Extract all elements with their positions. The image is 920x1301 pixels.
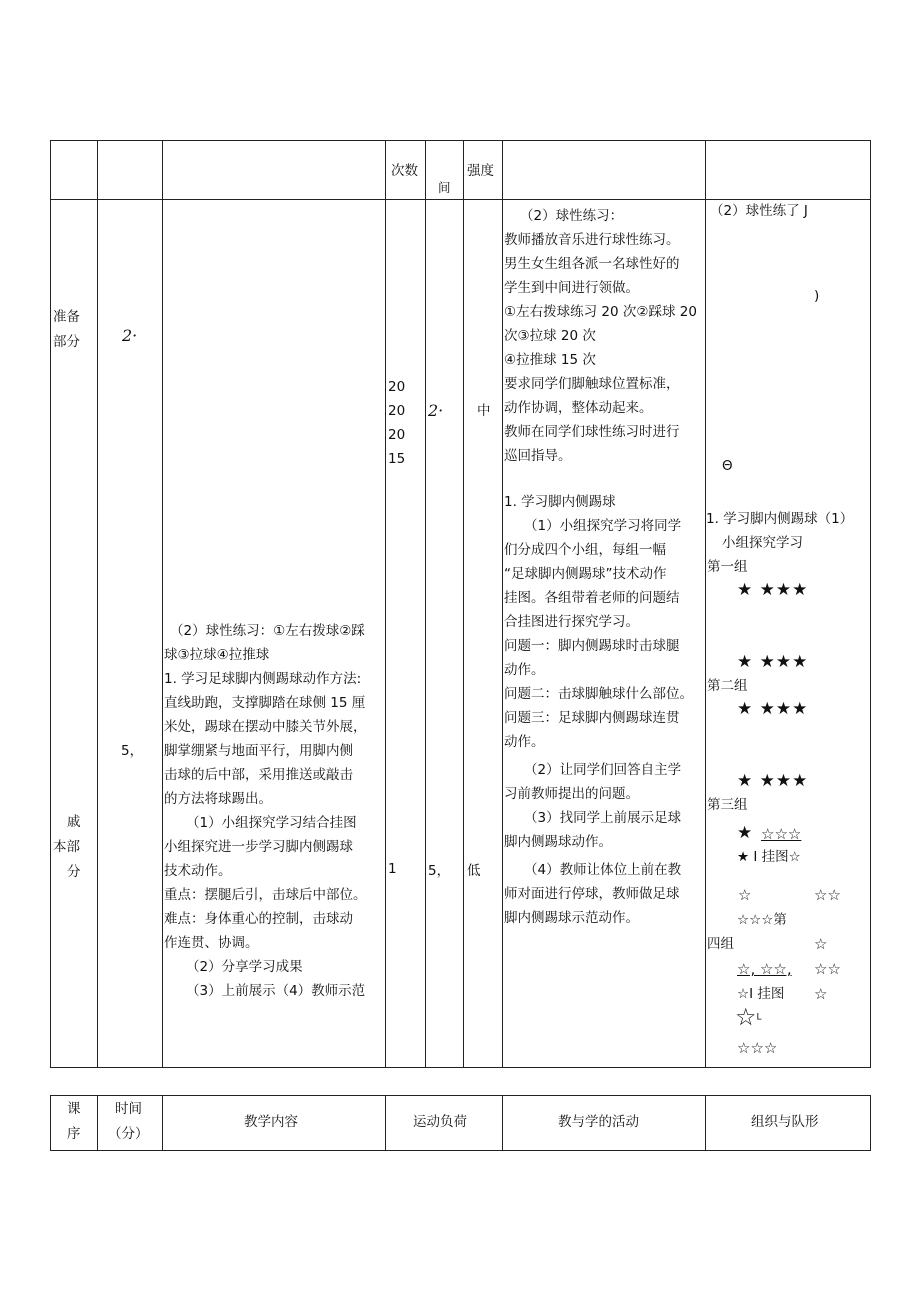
bottom-table-col-divider <box>162 1095 163 1151</box>
main-intensity: 低 <box>467 863 481 879</box>
main-content-line: 脚掌绷紧与地面平行，用脚内侧 <box>164 743 353 759</box>
bottom-table-border-top <box>50 1095 871 1096</box>
main-activity-line: 问题一：脚内侧踢球时击球腿 <box>504 638 680 654</box>
main-content-line: （2）球性练习：①左右拨球②踩 <box>170 623 365 639</box>
org-hollow-stars-label: ☆☆☆第 <box>737 912 787 928</box>
top-table-border-top <box>50 140 871 141</box>
main-activity-line: “足球脚内侧踢球”技术动作 <box>504 566 667 582</box>
main-activity-line: （1）小组探究学习将同学 <box>524 518 682 534</box>
prep-activity-line: ④拉推球 15 次 <box>504 352 596 368</box>
main-content-line: 难点：身体重心的控制，击球动 <box>164 911 353 927</box>
org-stars-row: ★ ★★★ <box>737 580 809 600</box>
prep-activity-line: （2）球性练习： <box>520 208 624 224</box>
main-activity-line: 们分成四个小组，每组一幅 <box>504 542 666 558</box>
prep-activity-line: 巡回指导。 <box>504 448 572 464</box>
prep-count-3: 20 <box>388 427 406 443</box>
org-stars-row: ★ ★★★ <box>737 699 809 719</box>
bottom-table-border-bottom <box>50 1150 871 1151</box>
org-star-filled: ★ <box>737 823 754 843</box>
top-table-border-right <box>870 140 871 1068</box>
main-content-line: （1）小组探究学习结合挂图 <box>186 815 357 831</box>
main-activity-line: 动作。 <box>504 734 545 750</box>
bottom-header-lesson-order-1: 课 <box>67 1101 81 1117</box>
prep-count-1: 20 <box>388 379 406 395</box>
prep-activity-line: 要求同学们脚触球位置标准， <box>504 376 680 392</box>
main-activity-line: （3）找同学上前展示足球 <box>524 810 682 826</box>
prep-org-paren: ) <box>814 288 820 304</box>
main-activity-line: 脚内侧踢球动作。 <box>504 834 612 850</box>
bottom-header-content: 教学内容 <box>244 1114 298 1130</box>
main-activity-line: 合挂图进行探究学习。 <box>504 614 639 630</box>
main-count: 1 <box>388 861 397 877</box>
main-activity-title: 1. 学习脚内侧踢球 <box>504 494 616 510</box>
main-activity-line: 习前教师提出的问题。 <box>504 786 639 802</box>
org-hollow-stars: ☆☆☆ <box>761 825 802 843</box>
bottom-table-col-divider <box>705 1095 706 1151</box>
org-group-4: 四组 <box>707 936 734 952</box>
top-table-col-divider-1 <box>97 140 98 1068</box>
main-content-line: 小组探究进一步学习脚内侧踢球 <box>164 839 353 855</box>
org-hollow-star: ☆ <box>814 985 828 1003</box>
main-content-line: 重点：摆腿后引，击球后中部位。 <box>164 887 367 903</box>
bottom-table-col-divider <box>97 1095 98 1151</box>
bottom-header-time-1: 时间 <box>115 1101 142 1117</box>
main-content-line: 的方法将球踢出。 <box>164 791 272 807</box>
prep-time: 2· <box>122 326 138 345</box>
top-table-border-bottom <box>50 1067 871 1068</box>
prep-intensity: 中 <box>477 403 491 419</box>
bottom-header-organization: 组织与队形 <box>751 1114 819 1130</box>
org-hollow-stars: ☆, ☆☆, <box>737 960 792 978</box>
prep-count-time: 2· <box>428 401 444 420</box>
prep-activity-line: ①左右拨球练习 20 次②踩球 20 <box>504 304 697 320</box>
main-content-line: （2）分享学习成果 <box>186 959 303 975</box>
main-activity-line: 问题三：足球脚内侧踢球连贯 <box>504 710 680 726</box>
main-content-line: 技术动作。 <box>164 863 232 879</box>
main-content-line: 作连贯、协调。 <box>164 935 259 951</box>
prep-section-label-1: 准备 <box>53 309 80 325</box>
prep-activity-line: 次③拉球 20 次 <box>504 328 596 344</box>
main-section-label-3: 分 <box>67 864 81 880</box>
top-table-col-divider-2 <box>162 140 163 1068</box>
bottom-header-activity: 教与学的活动 <box>558 1114 639 1130</box>
main-activity-line: （4）教师让体位上前在教 <box>524 862 682 878</box>
prep-count-4: 15 <box>388 451 406 467</box>
prep-section-label-2: 部分 <box>53 334 80 350</box>
prep-activity-line: 男生女生组各派一名球性好的 <box>504 256 680 272</box>
org-hollow-star: ☆ <box>738 886 752 904</box>
top-table-col-divider-5 <box>463 140 464 1068</box>
org-hollow-star: ☆ <box>814 935 828 953</box>
header-time-partial: 间 <box>438 180 451 195</box>
org-hollow-stars: ☆☆☆ <box>737 1039 778 1057</box>
header-count: 次数 <box>391 163 418 179</box>
org-stars-row: ★ ★★★ <box>737 771 809 791</box>
org-hollow-stars: ☆☆ <box>814 960 841 978</box>
bottom-header-load: 运动负荷 <box>413 1114 467 1130</box>
main-content-line: 1. 学习足球脚内侧踢球动作方法: <box>164 671 362 687</box>
prep-activity-line: 教师在同学们球性练习时进行 <box>504 424 680 440</box>
main-content-line: 直线助跑，支撑脚踏在球侧 15 厘 <box>164 695 366 711</box>
main-content-line: （3）上前展示（4）教师示范 <box>186 983 366 999</box>
main-activity-line: （2）让同学们回答自主学 <box>524 762 682 778</box>
main-content-line: 米处，踢球在摆动中膝关节外展， <box>164 719 367 735</box>
prep-activity-line: 动作协调，整体动起来。 <box>504 400 653 416</box>
bottom-table-col-divider <box>502 1095 503 1151</box>
org-big-star-glyph: ☆ <box>735 1003 757 1031</box>
top-table-col-divider-6 <box>502 140 503 1068</box>
main-activity-line: 师对面进行停球，教师做足球 <box>504 886 680 902</box>
top-table-col-divider-7 <box>705 140 706 1068</box>
main-activity-line: 挂图。各组带着老师的问题结 <box>504 590 680 606</box>
main-section-label-1: 戚 <box>67 814 81 830</box>
org-group-3: 第三组 <box>707 797 748 813</box>
prep-count-2: 20 <box>388 403 406 419</box>
org-row-poster: ☆I 挂图 <box>737 986 785 1002</box>
main-activity-line: 动作。 <box>504 662 545 678</box>
prep-org-text: （2）球性练了 J <box>710 203 808 219</box>
org-row-poster: ★ I 挂图☆ <box>737 849 801 865</box>
org-subtitle: 小组探究学习 <box>722 535 803 551</box>
top-table-border-left <box>50 140 51 1068</box>
main-content-line: 击球的后中部，采用推送或敲击 <box>164 767 353 783</box>
bottom-header-time-2: （分） <box>108 1126 149 1142</box>
bottom-table-col-divider <box>385 1095 386 1151</box>
main-activity-line: 问题二：击球脚触球什么部位。 <box>504 686 693 702</box>
prep-org-symbol: Θ <box>722 458 733 474</box>
top-table-col-divider-4 <box>425 140 426 1068</box>
prep-activity-line: 学生到中间进行领做。 <box>504 280 639 296</box>
main-time: 5， <box>121 743 144 759</box>
bottom-header-lesson-order-2: 序 <box>67 1126 81 1142</box>
top-table-col-divider-3 <box>385 140 386 1068</box>
bottom-table-border-right <box>870 1095 871 1151</box>
org-stars-row: ★ ★★★ <box>737 652 809 672</box>
header-intensity: 强度 <box>467 163 494 179</box>
org-group-1: 第一组 <box>707 559 748 575</box>
org-hollow-stars: ☆☆ <box>814 886 841 904</box>
org-big-hollow-star <box>735 1005 762 1034</box>
org-group-2: 第二组 <box>707 678 748 694</box>
main-content-line: 球③拉球④拉推球 <box>164 647 270 663</box>
main-count-time: 5， <box>428 863 451 879</box>
prep-activity-line: 教师播放音乐进行球性练习。 <box>504 232 680 248</box>
main-section-label-2: 本部 <box>53 839 80 855</box>
org-title: 1. 学习脚内侧踢球（1） <box>706 511 854 527</box>
org-big-star-sup: L <box>756 1012 762 1023</box>
bottom-table-border-left <box>50 1095 51 1151</box>
main-activity-line: 脚内侧踢球示范动作。 <box>504 910 639 926</box>
